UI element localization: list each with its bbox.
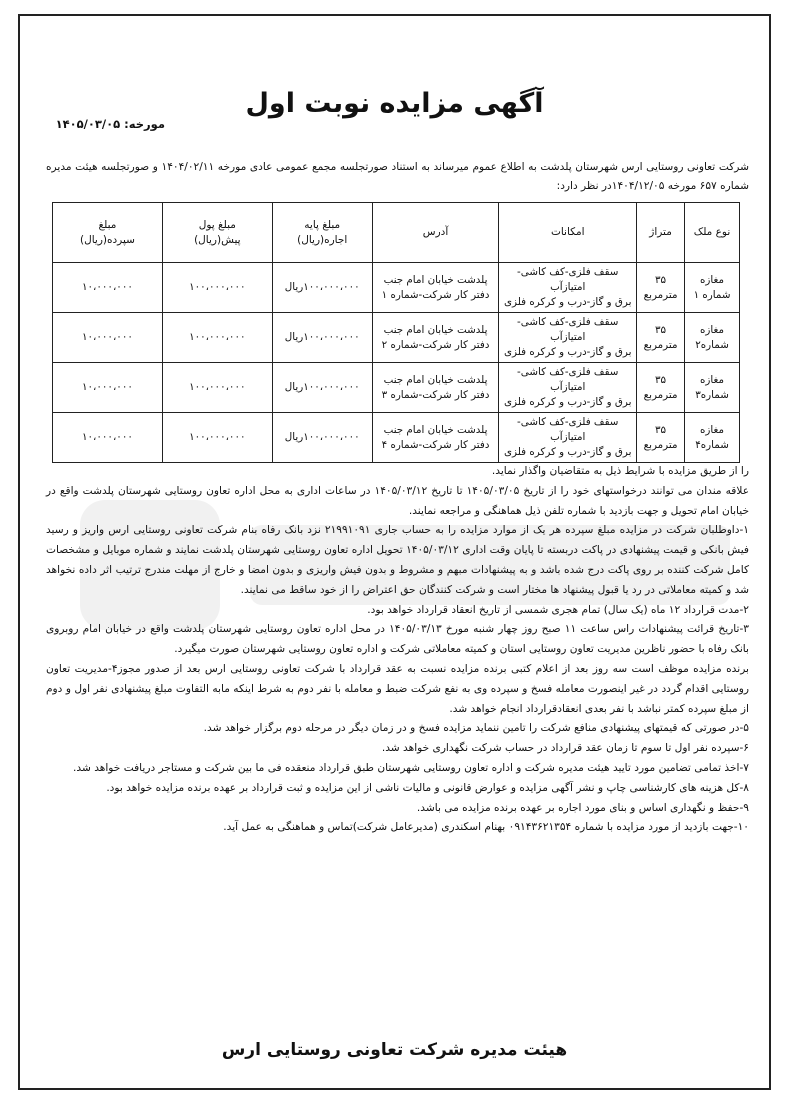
cell-area-line1: ۳۵ [655,423,667,436]
terms-item-2: ۲-مدت قرارداد ۱۲ ماه (یک سال) تمام هجری شمسی از تاریخ انعقاد قرارداد خواهد بود. [367,603,749,616]
cell-type [685,313,740,363]
cell-address-line1: پلدشت خیابان امام جنب [383,323,488,336]
terms-item-7: ۷-اخذ تمامی تضامین مورد تایید هیئت مدیره شرکت و اداره تعاون روستایی شهرستان طبق قرارداد منعقده فی ما بین شرکت و مستاجر دریافت خواهد شد. [73,761,749,774]
cell-deposit: ۱۰،۰۰۰،۰۰۰ [53,263,163,313]
terms-item-10: ۱۰-جهت بازدید از مورد مزایده با شماره ۰۹۱۴۳۶۲۱۳۵۴ بهنام اسکندری (مدیرعامل شرکت)تماس و هماهنگی به عمل آید. [223,821,749,834]
cell-type [685,363,740,413]
table-header-row [53,203,740,263]
auction-table [52,202,740,463]
table-row [53,263,740,313]
cell-features [499,413,637,463]
table-row [53,313,740,363]
header-base-line1: مبلغ پایه [304,218,341,231]
cell-type-line1: مغازه [700,273,725,286]
cell-address [372,363,499,413]
header-address: آدرس [372,203,499,263]
cell-features [499,263,637,313]
cell-base-rent: ۱۰۰،۰۰۰،۰۰۰ریال [272,263,372,313]
cell-type-line1: مغازه [700,373,725,386]
notice-title: آگهی مزایده نوبت اول [245,88,544,119]
header-advance [162,203,272,263]
terms-item-4: برنده مزایده موظف است سه روز بعد از اعلام کتبی برنده مزایده نسبت به عقد قرارداد با شرکت تعاونی روستایی ارس بعد از صدور مجوز۴-مدیریت تعاون روستایی اقدام گردد در غیر اینصورت معامله فسخ و سپرده وی به نفع شرکت ضبط و معامله با نفر دوم به شرط اینکه مابه التفاوت مبلغ پیشنهادی نفر اول و دوم از مبلغ سپرده کمتر نباشد با نفر بعدی انعقادقرارداد انجام خواهد شد. [46,662,749,715]
header-advance-line2: پیش(ریال) [194,233,241,246]
cell-advance: ۱۰۰،۰۰۰،۰۰۰ [162,313,272,363]
header-advance-line1: مبلغ پول [198,218,236,231]
terms-lead: را از طریق مزایده با شرایط ذیل به متقاضیان واگذار نماید. [491,465,749,477]
cell-type-line2: شماره۲ [695,338,729,351]
cell-base-rent: ۱۰۰،۰۰۰،۰۰۰ریال [272,313,372,363]
notice-date: مورخه: ۱۴۰۵/۰۳/۰۵ [55,117,165,131]
cell-type [685,263,740,313]
cell-deposit: ۱۰،۰۰۰،۰۰۰ [53,413,163,463]
table-row [53,363,740,413]
cell-address-line2: دفتر کار شرکت-شماره ۲ [381,338,490,351]
terms-item-1: ۱-داوطلبان شرکت در مزایده مبلغ سپرده هر یک از موارد مزایده را به حساب جاری ۲۱۹۹۱۰۹۱ نزد بانک رفاه بنام شرکت تعاونی روستایی ارس واریز و رسید فیش بانکی و قیمت پیشنهادی در پاکت دربسته تا پایان وقت اداری ۱۴۰۵/۰۳/۱۲ تحویل اداره تعاون روستایی شهرستان پلدشت نمایند و شماره موبایل و مشخصات کامل شرکت کننده بر روی پاکت درج شده باشد و به پیشنهادات مبهم و مشروط و بدون فیش واریزی و بدون امضا و خارج از مهلت مندرج ترتیب اثر داده نخواهد شد و کمیته معاملاتی در رد یا قبول پیشنهاد ها مختار است و شرکت کنندگان حق اعتراض را از خود ساقط می نمایند. [46,524,749,596]
cell-features-line2: برق و گاز-درب و کرکره فلزی [504,396,632,408]
cell-type-line2: شماره ۱ [693,288,731,301]
cell-area-line1: ۳۵ [655,373,667,386]
header-deposit [53,203,163,263]
cell-area-line1: ۳۵ [655,323,667,336]
cell-advance: ۱۰۰،۰۰۰،۰۰۰ [162,363,272,413]
header-type: نوع ملک [685,203,740,263]
cell-type-line2: شماره۴ [695,438,729,451]
cell-area-line2: مترمربع [643,288,678,301]
cell-deposit: ۱۰،۰۰۰،۰۰۰ [53,313,163,363]
cell-type-line2: شماره۳ [695,388,729,401]
cell-address [372,313,499,363]
intro-paragraph: شرکت تعاونی روستایی ارس شهرستان پلدشت به اطلاع عموم میرساند به استناد صورتجلسه مجمع عمومی عادی مورخه ۱۴۰۴/۰۲/۱۱ و صورتجلسه هیئت مدیره شماره ۶۵۷ مورخه ۱۴۰۴/۱۲/۰۵در نظر دارد: [46,161,750,192]
cell-type [685,413,740,463]
cell-deposit: ۱۰،۰۰۰،۰۰۰ [53,363,163,413]
terms-item-5: ۵-در صورتی که قیمتهای پیشنهادی منافع شرکت را تامین ننماید مزایده فسخ و در زمان دیگر در مرحله دوم برگزار خواهد شد. [203,722,749,735]
cell-area-line1: ۳۵ [655,273,667,286]
cell-address-line1: پلدشت خیابان امام جنب [383,273,488,286]
terms-item-9: ۹-حفظ و نگهداری اساس و بنای مورد اجاره بر عهده برنده مزایده می باشد. [416,801,749,814]
terms-item-8: ۸-کل هزینه های کارشناسی چاپ و نشر آگهی مزایده و عوارض قانونی و مالیات ناشی از این مزایده و ثبت قرارداد بر عهده برنده مزایده خواهد بود. [106,781,749,794]
header-features: امکانات [499,203,637,263]
cell-area-line2: مترمربع [643,438,678,451]
cell-features [499,363,637,413]
cell-area [637,363,685,413]
cell-features-line2: برق و گاز-درب و کرکره فلزی [504,446,632,458]
cell-features-line2: برق و گاز-درب و کرکره فلزی [504,346,632,358]
cell-address-line1: پلدشت خیابان امام جنب [383,423,488,436]
terms-section [46,462,749,838]
cell-features-line1: سقف فلزی-کف کاشی-امتیازآب [517,366,619,393]
header-base-rent [272,203,372,263]
cell-address-line2: دفتر کار شرکت-شماره ۱ [381,288,490,301]
header-deposit-line2: سپرده(ریال) [79,233,135,246]
cell-features-line1: سقف فلزی-کف کاشی-امتیازآب [517,316,619,343]
header-deposit-line1: مبلغ [98,218,117,231]
cell-advance: ۱۰۰،۰۰۰،۰۰۰ [162,263,272,313]
terms-interest: علاقه مندان می توانند درخواستهای خود را از تاریخ ۱۴۰۵/۰۳/۰۵ تا تاریخ ۱۴۰۵/۰۳/۱۲ در ساعات اداری به محل اداره تعاون روستایی شهرستان پلدشت واقع در خیابان امام تحویل و جهت بازدید با شماره تلفن ذیل هماهنگی و مراجعه نمایند. [46,484,750,517]
cell-address [372,413,499,463]
cell-base-rent: ۱۰۰،۰۰۰،۰۰۰ریال [272,413,372,463]
cell-features [499,313,637,363]
cell-area [637,263,685,313]
cell-advance: ۱۰۰،۰۰۰،۰۰۰ [162,413,272,463]
terms-item-6: ۶-سپرده نفر اول تا سوم تا زمان عقد قرارداد در حساب شرکت نگهداری خواهد شد. [381,742,749,755]
cell-address-line1: پلدشت خیابان امام جنب [383,373,488,386]
cell-type-line1: مغازه [700,323,725,336]
cell-area-line2: مترمربع [643,338,678,351]
cell-features-line1: سقف فلزی-کف کاشی-امتیازآب [517,416,619,443]
cell-address-line2: دفتر کار شرکت-شماره ۴ [381,438,490,451]
header-base-line2: اجاره(ریال) [297,233,348,246]
header-area: متراژ [637,203,685,263]
table-row [53,413,740,463]
cell-features-line1: سقف فلزی-کف کاشی-امتیازآب [517,266,619,293]
terms-item-3: ۳-تاریخ قرائت پیشنهادات راس ساعت ۱۱ صبح روز چهار شنبه مورخ ۱۴۰۵/۰۳/۱۳ در محل اداره تعاون روستایی شهرستان پلدشت واقع در خیابان امام روبروی بانک رفاه با حضور ناظرین مدیریت تعاون روستایی استان و کمیته معاملاتی شرکت و اداره تعاون روستایی شهرستان صورت میگیرد. [46,623,749,656]
cell-address-line2: دفتر کار شرکت-شماره ۳ [381,388,490,401]
cell-base-rent: ۱۰۰،۰۰۰،۰۰۰ریال [272,363,372,413]
board-signature: هیئت مدیره شرکت تعاونی روستایی ارس [221,1040,568,1060]
cell-area [637,413,685,463]
cell-address [372,263,499,313]
cell-area [637,313,685,363]
cell-type-line1: مغازه [700,423,725,436]
cell-area-line2: مترمربع [643,388,678,401]
cell-features-line2: برق و گاز-درب و کرکره فلزی [504,296,632,308]
